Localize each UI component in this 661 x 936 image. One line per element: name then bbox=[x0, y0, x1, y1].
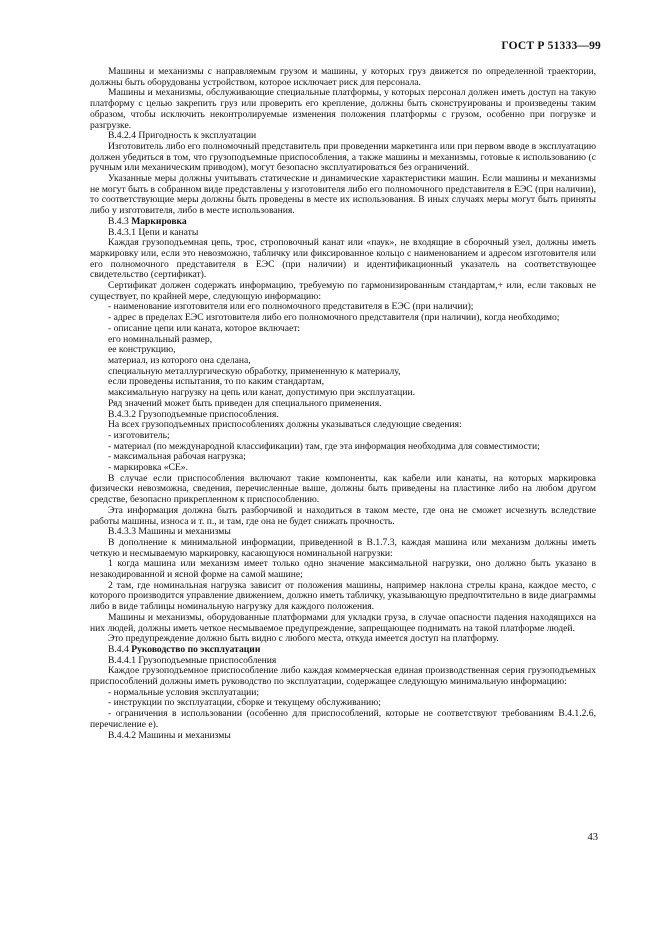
paragraph: - максимальная рабочая нагрузка; bbox=[108, 451, 246, 463]
paragraph: - маркировка «CE». bbox=[108, 462, 188, 474]
paragraph: 1 когда машина или механизм имеет только одно значение максимальной нагрузки, оно должно быть указано в незакодированной и ясной форме на самой машине; bbox=[90, 558, 596, 581]
paragraph: В.4.2.4 Пригодность к эксплуатации bbox=[108, 130, 257, 142]
paragraph: Каждое грузоподъемное приспособление либо каждая коммерческая единая производственная серия грузоподъемных приспособлений должны иметь руководство по эксплуатации, содержащее следующую минимальную информацию: bbox=[90, 665, 596, 688]
document-code: ГОСТ Р 51333—99 bbox=[501, 40, 601, 52]
paragraph: ее конструкцию, bbox=[108, 344, 176, 356]
paragraph bbox=[90, 217, 596, 228]
paragraph: специальную металлургическую обработку, примененную к материалу, bbox=[108, 365, 401, 377]
paragraph: - нормальные условия эксплуатации; bbox=[108, 686, 260, 698]
section-heading: Маркировка bbox=[131, 215, 187, 227]
paragraph: 2 там, где номинальная нагрузка зависит от положения машины, например наклона стрелы крана, каждое место, с которого производится управление движением, должно иметь табличку, указывающую предпочтительно в виде диаграммы либо в виде таблицы номинальную нагрузку для каждого положения. bbox=[90, 579, 596, 613]
paragraph: Изготовитель либо его полномочный представитель при проведении маркетинга или при первом вводе в эксплуатацию должен убедиться в том, что грузоподъемные приспособления, а также машины и механизмы, готовые к использованию (с ручным или механическим приводом), могут безопасно эксплуатироваться без ограничений. bbox=[90, 140, 596, 174]
paragraph: - адрес в пределах ЕЭС изготовителя либо его полномочного представителя (при наличии), когда необходимо; bbox=[108, 312, 560, 324]
paragraph: Сертификат должен содержать информацию, требуемую по гармонизированным стандартам,+ или, если таковых не существует, по крайней мере, следующую информацию: bbox=[90, 280, 596, 302]
paragraph: В случае если приспособления включают такие компоненты, как кабели или канаты, на которых маркировка физически невозможна, сведения, перечисленные выше, должны быть приведены на пластинке либо на любом другом средстве, безопасно прикрепленном к приспособлению. bbox=[90, 472, 596, 506]
section-number: В.4.4 bbox=[108, 643, 129, 655]
section-number: В.4.3 bbox=[108, 215, 129, 227]
paragraph: Машины и механизмы, обслуживающие специальные платформы, у которых персонал должен иметь доступ на такую платформу с целью закрепить груз или проверить его крепление, должны быть сконструированы и произведены таким образом, чтобы исключить неконтролируемые изменения положения платформы с грузом, особенно при погрузке и разгрузке. bbox=[90, 87, 596, 131]
paragraph: Машины и механизмы, оборудованные платформами для укладки груза, в случае опасности падения находящихся на них людей, должны иметь четкое несмываемое предупреждение, запрещающее поднимать на такой платформе людей. bbox=[90, 611, 596, 634]
paragraph: - ограничения в использовании (особенно для приспособлений, которые не соответствуют требованиям В.4.1.2.6, перечисление е). bbox=[90, 708, 596, 730]
paragraph: В.4.4.2 Машины и механизмы bbox=[108, 729, 231, 741]
paragraph: Указанные меры должны учитывать статические и динамические характеристики машин. Если машины и механизмы не могут быть в собранном виде представлены у изготовителя либо его полномочного представителя в ЕЭС (при наличии), то соответствующие меры должны быть проведены в месте их использования. В иных случаях меры могут быть приняты либо у изготовителя, либо в месте использования. bbox=[90, 173, 596, 217]
paragraph: Каждая грузоподъемная цепь, трос, строповочный канат или «паук», не входящие в сборочный узел, должны иметь маркировку или, если это невозможно, табличку или фиксированное кольцо с наименованием и адресом изготовителя или его полномочного представителя в ЕЭС (при наличии) и идентификационный указатель на соответствующее свидетельство (сертификат). bbox=[90, 237, 596, 281]
paragraph: материал, из которого она сделана, bbox=[108, 354, 251, 366]
paragraph: Ряд значений может быть приведен для специального применения. bbox=[108, 397, 382, 409]
paragraph: - инструкции по эксплуатации, сборке и текущему обслуживанию; bbox=[108, 697, 381, 709]
paragraph: В.4.3.2 Грузоподъемные приспособления. bbox=[108, 408, 279, 420]
paragraph: - изготовитель; bbox=[108, 429, 170, 441]
paragraph: В.4.3.1 Цепи и канаты bbox=[108, 226, 199, 238]
paragraph: максимальную нагрузку на цепь или канат, допустимую при эксплуатации. bbox=[108, 387, 415, 399]
paragraph: В дополнение к минимальной информации, приведенной в В.1.7.3, каждая машина или механизм должны иметь четкую и несмываемую маркировку, касающуюся номинальной нагрузки: bbox=[90, 536, 596, 559]
document-body bbox=[90, 67, 596, 741]
paragraph: его номинальный размер, bbox=[108, 333, 213, 345]
paragraph: В.4.4.1 Грузоподъемные приспособления bbox=[108, 654, 277, 666]
paragraph: В.4.3.3 Машины и механизмы bbox=[108, 526, 231, 538]
paragraph: - описание цепи или каната, которое включает: bbox=[108, 322, 301, 334]
paragraph: Эта информация должна быть разборчивой и находиться в таком месте, где она не сможет исчезнуть вследствие работы машины, износа и т. п., и там, где она не будет снижать прочность. bbox=[90, 504, 596, 527]
page-number: 43 bbox=[587, 832, 598, 843]
paragraph: - наименование изготовителя или его полномочного представителя в ЕЭС (при наличии); bbox=[108, 301, 474, 313]
paragraph: На всех грузоподъемных приспособлениях должны указываться следующие сведения: bbox=[108, 419, 462, 431]
section-heading: Руководство по эксплуатации bbox=[131, 643, 261, 655]
paragraph: Это предупреждение должно быть видно с любого места, откуда имеется доступ на платформу. bbox=[108, 633, 499, 645]
paragraph: - материал (по международной классификации) там, где эта информация необходима для совместимости; bbox=[108, 440, 540, 452]
paragraph: если проведены испытания, то по каким стандартам, bbox=[108, 376, 324, 388]
paragraph: Машины и механизмы с направляемым грузом и машины, у которых груз движется по определенной траектории, должны быть оборудованы устройством, которое исключает риск для персонала. bbox=[90, 66, 596, 88]
